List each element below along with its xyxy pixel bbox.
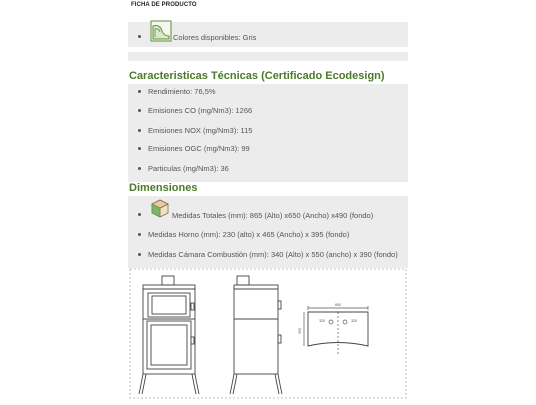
side-view-drawing (230, 276, 282, 394)
bullet (138, 90, 141, 93)
tech-section-title: Caracteristicas Técnicas (Certificado Ecodesign) (129, 70, 385, 82)
list-item (138, 126, 252, 135)
list-item (138, 250, 398, 259)
front-view-drawing (139, 276, 199, 394)
dims-item-text: Medidas Horno (mm): 230 (alto) x 465 (Ancho) x 395 (fondo) (148, 230, 350, 239)
bullet (138, 35, 141, 38)
tech-item-text: Emisiones OGC (mg/Nm3): 99 (148, 144, 250, 153)
bullet (138, 233, 141, 236)
tech-item-text: Particulas (mg/Nm3): 36 (148, 164, 229, 173)
colors-text: Colores disponibles: Gris (173, 33, 257, 42)
plan-view-drawing (304, 306, 368, 355)
bullet (138, 109, 141, 112)
list-item (138, 230, 349, 239)
tech-item-text: Emisiones NOX (mg/Nm3): 115 (148, 126, 253, 135)
dims-item-text: Medidas Totales (mm): 865 (Alto) x650 (Ancho) x490 (fondo) (172, 211, 374, 220)
plan-top-width-label: 650 (335, 303, 341, 307)
list-item (138, 106, 252, 115)
bullet (138, 213, 141, 216)
bullet (138, 147, 141, 150)
dimensions-cube-icon (150, 198, 170, 223)
list-item (138, 144, 250, 153)
tech-item-text: Rendimiento: 76,5% (148, 87, 216, 96)
bullet (138, 253, 141, 256)
dims-item-text: Medidas Cámara Combustión (mm): 340 (Alto) x 550 (ancho) x 390 (fondo) (148, 250, 398, 259)
document-header: FICHA DE PRODUCTO (131, 2, 197, 8)
tech-item-text: Emisiones CO (mg/Nm3): 1266 (148, 106, 253, 115)
list-item (138, 164, 229, 173)
list-item (138, 87, 216, 96)
dims-section-title: Dimensiones (129, 182, 198, 194)
technical-drawings (128, 267, 408, 400)
bullet (138, 167, 141, 170)
plan-right-radius-label: 325 (351, 319, 357, 323)
separator-band (128, 52, 408, 61)
plan-depth-label: 490 (298, 328, 302, 334)
plan-left-radius-label: 325 (319, 319, 325, 323)
colors-icon (150, 20, 172, 47)
bullet (138, 129, 141, 132)
